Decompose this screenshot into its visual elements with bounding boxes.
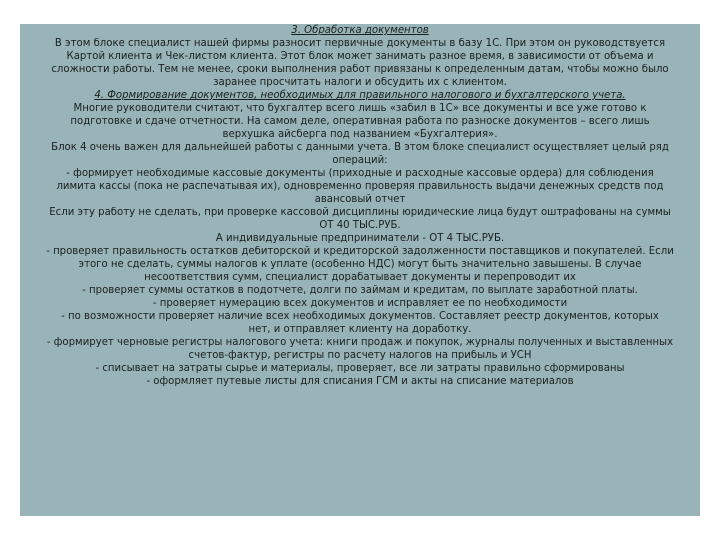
section-4-line: подготовке и сдаче отчетности. На самом деле, оперативная работа по разноске документов – всего лишь (70, 116, 650, 127)
section-4-line: Если эту работу не сделать, при проверке кассовой дисциплины юридические лица будут оштрафованы на суммы (49, 207, 671, 218)
section-4-line: А индивидуальные предприниматели - ОТ 4 ТЫС.РУБ. (215, 233, 505, 244)
section-4-line: - проверяет суммы остатков в подотчете, долги по займам и кредитам, по выплате заработной платы. (82, 285, 638, 296)
section-3-title: 3. Обработка документов (291, 25, 429, 36)
section-4-line: несоответствия сумм, специалист дорабатывает документы и перепроводит их (144, 272, 576, 283)
section-4-line: - формирует черновые регистры налогового учета: книги продаж и покупок, журналы полученных и выставленных (46, 337, 674, 348)
section-4-line: счетов-фактур, регистры по расчету налогов на прибыль и УСН (188, 350, 532, 361)
section-4-line: ОТ 40 ТЫС.РУБ. (319, 220, 401, 231)
section-4-line: Блок 4 очень важен для дальнейшей работы с данными учета. В этом блоке специалист осуществляет целый ряд (51, 142, 669, 153)
section-4-line: - формирует необходимые кассовые документы (приходные и расходные кассовые ордера) для соблюдения (66, 168, 654, 179)
section-4-title: 4. Формирование документов, необходимых для правильного налогового и бухгалтерского учета. (94, 90, 626, 101)
section-3-line: сложности работы. Тем не менее, сроки выполнения работ привязаны к определенным датам, чтобы можно было (51, 64, 669, 75)
section-4-line: - списывает на затраты сырье и материалы, проверяет, все ли затраты правильно сформированы (95, 363, 625, 374)
section-4-line: этого не сделать, суммы налогов к уплате (особенно НДС) могут быть значительно завышены. В случае (78, 259, 642, 270)
section-4-line: - по возможности проверяет наличие всех необходимых документов. Составляет реестр документов, которых (61, 311, 659, 322)
section-4-line: - проверяет нумерацию всех документов и исправляет ее по необходимости (152, 298, 568, 309)
section-4-line: лимита кассы (пока не распечатывая их), одновременно проверяя правильность выдачи денежных средств под (56, 181, 664, 192)
section-4-line: Многие руководители считают, что бухгалтер всего лишь «забил в 1С» все документы и все уже готово к (73, 103, 647, 114)
section-4-line: - оформляет путевые листы для списания ГСМ и акты на списание материалов (146, 376, 574, 387)
section-4-line: верхушка айсберга под названием «Бухгалтерия». (222, 129, 498, 140)
section-4-line: авансовый отчет (314, 194, 406, 205)
section-4-line: нет, и отправляет клиенту на доработку. (248, 324, 472, 335)
document-body (26, 24, 694, 388)
section-4-line: операций: (332, 155, 388, 166)
section-3-line: Картой клиента и Чек-листом клиента. Этот блок может занимать разное время, в зависимости от объема и (66, 51, 654, 62)
section-3-line: заранее просчитать налоги и обсудить их с клиентом. (213, 77, 507, 88)
section-3-line: В этом блоке специалист нашей фирмы разносит первичные документы в базу 1С. При этом он руководствуется (54, 38, 666, 49)
section-4-line: - проверяет правильность остатков дебиторской и кредиторской задолженности поставщиков и покупателей. Если (46, 246, 674, 257)
